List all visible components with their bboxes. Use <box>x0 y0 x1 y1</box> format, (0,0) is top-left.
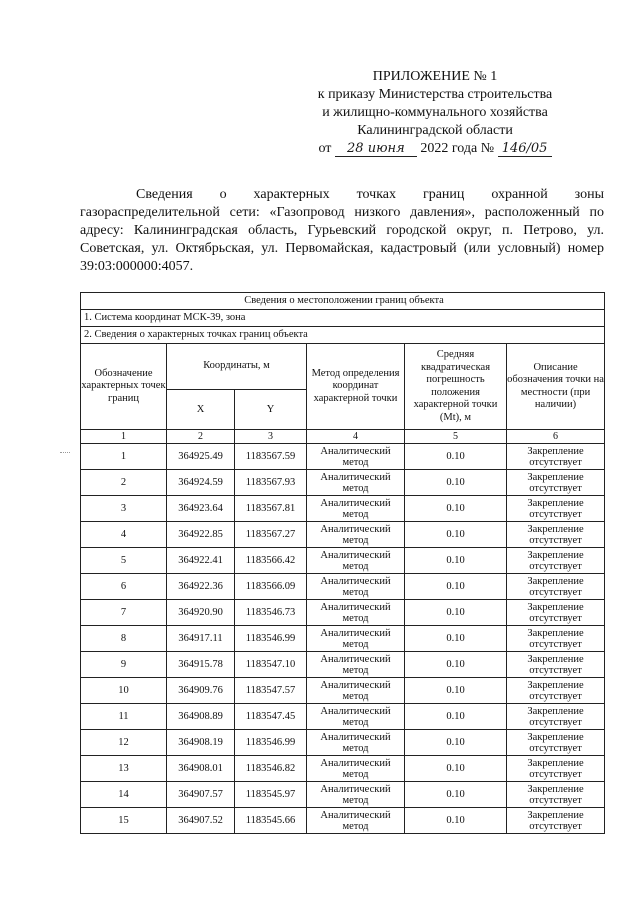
table-row <box>81 600 605 626</box>
coord-y: 1183547.10 <box>235 652 307 678</box>
order-date-number <box>300 140 570 158</box>
coord-y: 1183546.73 <box>235 600 307 626</box>
coord-y: 1183567.93 <box>235 470 307 496</box>
point-number: 3 <box>81 496 167 522</box>
error-value: 0.10 <box>405 678 507 704</box>
error-value: 0.10 <box>405 470 507 496</box>
col-y-header: Y <box>235 390 307 430</box>
point-number: 8 <box>81 626 167 652</box>
coord-x: 364925.49 <box>167 444 235 470</box>
boundary-points-table <box>80 292 605 834</box>
intro-text: Сведения о характерных точках границ охранной зоны газораспределительной сети: «Газопровод низкого давления», расположенный по адресу: Калининградская область, Гурьевский городской округ, п. Петрово, ул. Советская, ул. Октябрьская, ул. Первомайская, кадастровый (или условный) номер 39:03:000000:4057. <box>80 187 604 274</box>
table-row <box>81 652 605 678</box>
points-section-title: 2. Сведения о характерных точках границ объекта <box>81 327 605 344</box>
method: Аналитический метод <box>307 496 405 522</box>
table-row <box>81 522 605 548</box>
coord-y: 1183566.09 <box>235 574 307 600</box>
year-label: 2022 года № <box>420 141 495 156</box>
coord-y: 1183566.42 <box>235 548 307 574</box>
header-line-1: к приказу Министерства строительства <box>317 87 553 102</box>
point-description: Закрепление отсутствует <box>507 678 605 704</box>
table-row <box>81 704 605 730</box>
table-row <box>81 574 605 600</box>
method: Аналитический метод <box>307 522 405 548</box>
point-number: 2 <box>81 470 167 496</box>
coord-x: 364922.36 <box>167 574 235 600</box>
margin-mark <box>60 452 70 454</box>
point-description: Закрепление отсутствует <box>507 704 605 730</box>
error-value: 0.10 <box>405 548 507 574</box>
col-x-header: X <box>167 390 235 430</box>
coord-x: 364907.57 <box>167 782 235 808</box>
table-body <box>81 444 605 834</box>
table-row <box>81 808 605 834</box>
point-description: Закрепление отсутствует <box>507 782 605 808</box>
method: Аналитический метод <box>307 808 405 834</box>
coord-y: 1183545.66 <box>235 808 307 834</box>
error-value: 0.10 <box>405 496 507 522</box>
error-value: 0.10 <box>405 704 507 730</box>
method: Аналитический метод <box>307 548 405 574</box>
coord-x: 364908.89 <box>167 704 235 730</box>
col-coordinates-header: Координаты, м <box>167 344 307 390</box>
method: Аналитический метод <box>307 470 405 496</box>
coord-y: 1183567.81 <box>235 496 307 522</box>
coord-x: 364907.52 <box>167 808 235 834</box>
error-value: 0.10 <box>405 522 507 548</box>
coord-y: 1183546.99 <box>235 626 307 652</box>
coord-x: 364909.76 <box>167 678 235 704</box>
point-number: 6 <box>81 574 167 600</box>
error-value: 0.10 <box>405 782 507 808</box>
point-number: 15 <box>81 808 167 834</box>
table-row <box>81 782 605 808</box>
coord-y: 1183567.59 <box>235 444 307 470</box>
column-number: 1 <box>81 430 167 444</box>
point-number: 1 <box>81 444 167 470</box>
table-row <box>81 470 605 496</box>
appendix-title: ПРИЛОЖЕНИЕ № 1 <box>372 69 498 84</box>
table-title: Сведения о местоположении границ объекта <box>81 293 605 310</box>
coord-x: 364908.01 <box>167 756 235 782</box>
point-number: 12 <box>81 730 167 756</box>
point-description: Закрепление отсутствует <box>507 548 605 574</box>
header-line-2: и жилищно-коммунального хозяйства <box>322 105 548 120</box>
method: Аналитический метод <box>307 730 405 756</box>
from-label: от <box>318 141 332 156</box>
error-value: 0.10 <box>405 444 507 470</box>
point-description: Закрепление отсутствует <box>507 574 605 600</box>
point-description: Закрепление отсутствует <box>507 730 605 756</box>
table-row <box>81 496 605 522</box>
point-description: Закрепление отсутствует <box>507 626 605 652</box>
coord-x: 364915.78 <box>167 652 235 678</box>
coord-x: 364908.19 <box>167 730 235 756</box>
error-value: 0.10 <box>405 574 507 600</box>
table-row <box>81 730 605 756</box>
col-method-header: Метод определения координат характерной точки <box>307 344 405 430</box>
method: Аналитический метод <box>307 782 405 808</box>
method: Аналитический метод <box>307 678 405 704</box>
method: Аналитический метод <box>307 574 405 600</box>
table-row <box>81 756 605 782</box>
method: Аналитический метод <box>307 704 405 730</box>
error-value: 0.10 <box>405 600 507 626</box>
error-value: 0.10 <box>405 730 507 756</box>
point-number: 10 <box>81 678 167 704</box>
coord-x: 364922.85 <box>167 522 235 548</box>
point-description: Закрепление отсутствует <box>507 652 605 678</box>
coord-y: 1183546.82 <box>235 756 307 782</box>
error-value: 0.10 <box>405 808 507 834</box>
point-number: 4 <box>81 522 167 548</box>
coord-x: 364923.64 <box>167 496 235 522</box>
table-row <box>81 444 605 470</box>
point-description: Закрепление отсутствует <box>507 444 605 470</box>
column-number: 2 <box>167 430 235 444</box>
point-description: Закрепление отсутствует <box>507 470 605 496</box>
col-designation-header: Обозначение характерных точек границ <box>81 344 167 430</box>
handwritten-date: 28 июня <box>335 141 417 157</box>
point-number: 7 <box>81 600 167 626</box>
point-description: Закрепление отсутствует <box>507 808 605 834</box>
column-number: 5 <box>405 430 507 444</box>
table-row <box>81 626 605 652</box>
method: Аналитический метод <box>307 444 405 470</box>
column-number: 4 <box>307 430 405 444</box>
method: Аналитический метод <box>307 600 405 626</box>
coord-x: 364917.11 <box>167 626 235 652</box>
coord-y: 1183547.57 <box>235 678 307 704</box>
point-number: 14 <box>81 782 167 808</box>
point-number: 5 <box>81 548 167 574</box>
method: Аналитический метод <box>307 756 405 782</box>
coord-y: 1183547.45 <box>235 704 307 730</box>
point-description: Закрепление отсутствует <box>507 496 605 522</box>
coord-x: 364920.90 <box>167 600 235 626</box>
point-number: 11 <box>81 704 167 730</box>
method: Аналитический метод <box>307 626 405 652</box>
column-numbers-row <box>81 430 605 444</box>
error-value: 0.10 <box>405 756 507 782</box>
error-value: 0.10 <box>405 626 507 652</box>
point-description: Закрепление отсутствует <box>507 600 605 626</box>
point-description: Закрепление отсутствует <box>507 756 605 782</box>
coord-x: 364924.59 <box>167 470 235 496</box>
coord-x: 364922.41 <box>167 548 235 574</box>
point-description: Закрепление отсутствует <box>507 522 605 548</box>
table-row <box>81 678 605 704</box>
table-row <box>81 548 605 574</box>
column-number: 6 <box>507 430 605 444</box>
point-number: 9 <box>81 652 167 678</box>
document-header <box>300 68 570 158</box>
coordinate-system: 1. Система координат МСК-39, зона <box>81 310 605 327</box>
method: Аналитический метод <box>307 652 405 678</box>
intro-paragraph <box>80 186 604 276</box>
point-number: 13 <box>81 756 167 782</box>
coord-y: 1183546.99 <box>235 730 307 756</box>
handwritten-order-number: 146/05 <box>498 141 552 157</box>
error-value: 0.10 <box>405 652 507 678</box>
col-description-header: Описание обозначения точки на местности (при наличии) <box>507 344 605 430</box>
coord-y: 1183567.27 <box>235 522 307 548</box>
col-error-header: Средняя квадратическая погрешность положения характерной точки (Mt), м <box>405 344 507 430</box>
column-number: 3 <box>235 430 307 444</box>
coord-y: 1183545.97 <box>235 782 307 808</box>
header-line-3: Калининградской области <box>357 123 513 138</box>
